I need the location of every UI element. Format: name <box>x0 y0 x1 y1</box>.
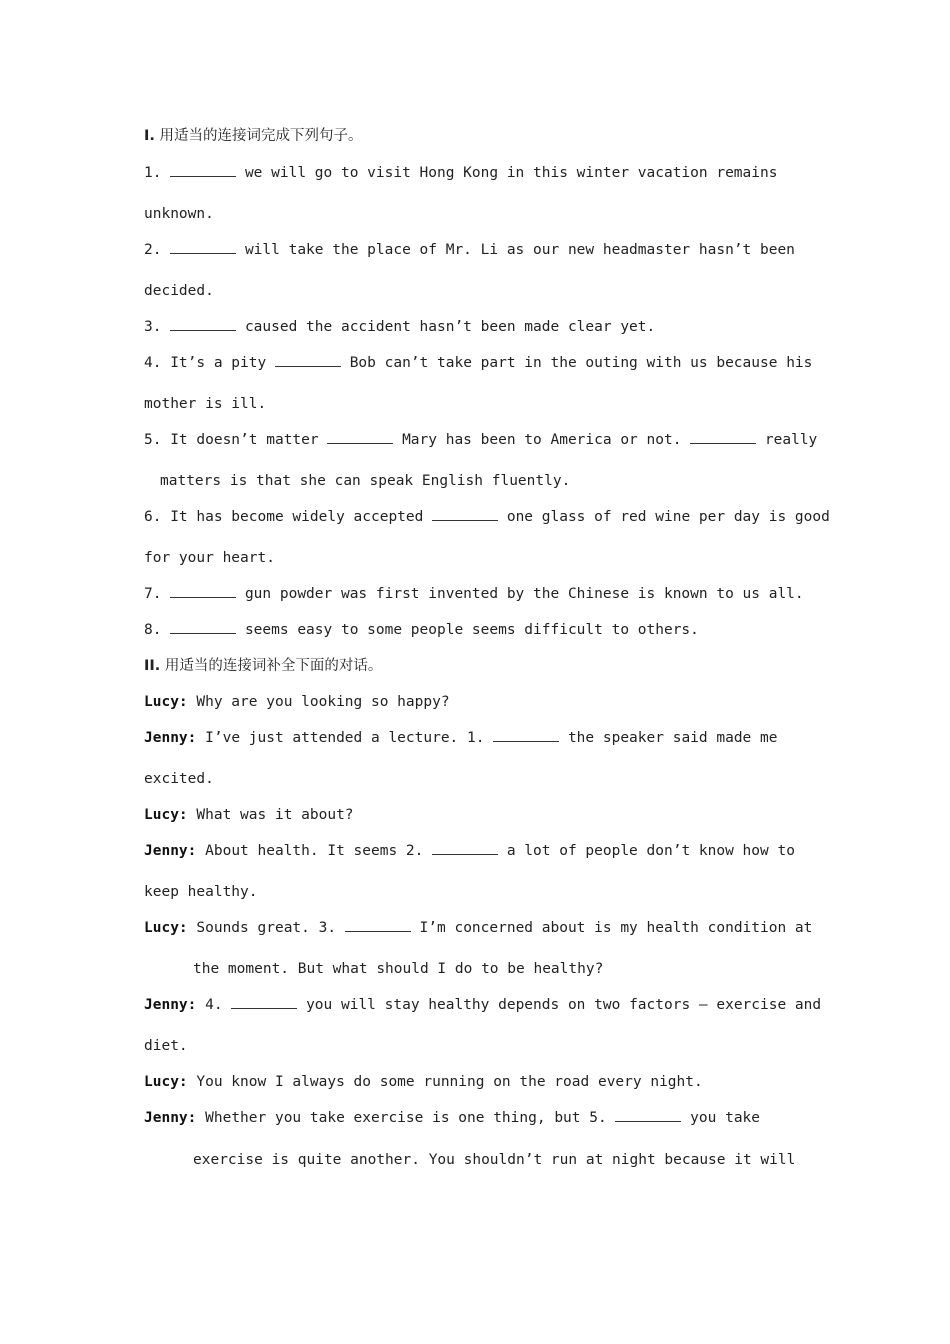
item-number: 1. <box>144 165 162 181</box>
item-number: 8. <box>144 622 162 638</box>
item-text: Bob can’t take part in the outing with us because his <box>349 355 813 371</box>
item-text: matters is that she can speak English fluently. <box>160 473 571 489</box>
item-text: caused the accident hasn’t been made clear yet. <box>244 319 656 335</box>
answer-blank[interactable] <box>170 163 236 177</box>
exercise-item-2-cont <box>144 281 214 301</box>
dialogue-line-5 <box>144 918 812 938</box>
item-text: for your heart. <box>144 550 275 566</box>
answer-blank[interactable] <box>615 1108 681 1122</box>
dialogue-line-6 <box>144 995 821 1015</box>
exercise-item-5-cont <box>160 471 570 491</box>
dialogue-line-7 <box>144 1072 703 1092</box>
item-text: It has become widely accepted <box>170 509 424 525</box>
dialogue-line-3 <box>144 805 354 825</box>
exercise-item-4 <box>144 353 812 373</box>
dialogue-line-6-cont <box>144 1036 188 1056</box>
exercise-item-8 <box>144 620 699 640</box>
exercise-item-5 <box>144 430 817 450</box>
item-text: unknown. <box>144 206 214 222</box>
item-text: It’s a pity <box>170 355 267 371</box>
exercise-item-7 <box>144 584 804 604</box>
dialogue-line-4-cont <box>144 882 258 902</box>
exercise-item-6-cont <box>144 548 275 568</box>
item-number: 7. <box>144 586 162 602</box>
answer-blank[interactable] <box>231 995 297 1009</box>
item-text: mother is ill. <box>144 396 267 412</box>
answer-blank[interactable] <box>170 584 236 598</box>
item-text: gun powder was first invented by the Chinese is known to us all. <box>244 586 804 602</box>
answer-blank[interactable] <box>493 728 559 742</box>
section-1-numeral: I. <box>144 128 155 144</box>
exercise-item-4-cont <box>144 394 266 414</box>
exercise-item-6 <box>144 507 830 527</box>
item-text: decided. <box>144 283 214 299</box>
dialogue-text: 4. <box>205 997 223 1013</box>
dialogue-text: you take <box>690 1110 761 1126</box>
section-1-heading <box>144 126 363 146</box>
dialogue-text: Whether you take exercise is one thing, but 5. <box>205 1110 607 1126</box>
dialogue-text: You know I always do some running on the road every night. <box>196 1074 703 1090</box>
answer-blank[interactable] <box>327 430 393 444</box>
dialogue-line-8-cont <box>193 1150 795 1170</box>
answer-blank[interactable] <box>170 620 236 634</box>
item-text: seems easy to some people seems difficult to others. <box>244 622 699 638</box>
dialogue-text: you will stay healthy depends on two factors — exercise and <box>306 997 822 1013</box>
speaker-name: Jenny: <box>144 997 197 1013</box>
speaker-name: Jenny: <box>144 1110 197 1126</box>
section-2-heading <box>144 656 382 676</box>
dialogue-text: excited. <box>144 771 214 787</box>
section-1-title: 用适当的连接词完成下列句子。 <box>159 128 363 144</box>
item-text: will take the place of Mr. Li as our new headmaster hasn’t been <box>244 242 795 258</box>
item-text: It doesn’t matter <box>170 432 319 448</box>
dialogue-text: the speaker said made me <box>567 730 778 746</box>
exercise-item-2 <box>144 240 795 260</box>
dialogue-line-5-cont <box>193 959 603 979</box>
item-number: 5. <box>144 432 162 448</box>
dialogue-line-2-cont <box>144 769 214 789</box>
answer-blank[interactable] <box>690 430 756 444</box>
exercise-item-3 <box>144 317 655 337</box>
exercise-item-1-cont <box>144 204 214 224</box>
answer-blank[interactable] <box>170 240 236 254</box>
item-number: 2. <box>144 242 162 258</box>
item-number: 4. <box>144 355 162 371</box>
item-text: one glass of red wine per day is good <box>506 509 830 525</box>
speaker-name: Lucy: <box>144 807 188 823</box>
section-2-numeral: II. <box>144 658 161 674</box>
speaker-name: Jenny: <box>144 843 197 859</box>
dialogue-line-8 <box>144 1108 760 1128</box>
answer-blank[interactable] <box>345 918 411 932</box>
dialogue-text: Sounds great. 3. <box>196 920 337 936</box>
dialogue-line-1 <box>144 692 450 712</box>
dialogue-line-2 <box>144 728 777 748</box>
item-text: we will go to visit Hong Kong in this winter vacation remains <box>244 165 778 181</box>
speaker-name: Jenny: <box>144 730 197 746</box>
dialogue-line-4 <box>144 841 795 861</box>
dialogue-text: Why are you looking so happy? <box>196 694 450 710</box>
dialogue-text: keep healthy. <box>144 884 258 900</box>
dialogue-text: About health. It seems 2. <box>205 843 424 859</box>
dialogue-text: I’m concerned about is my health condition at <box>419 920 813 936</box>
speaker-name: Lucy: <box>144 920 188 936</box>
answer-blank[interactable] <box>432 841 498 855</box>
section-2-title: 用适当的连接词补全下面的对话。 <box>164 658 383 674</box>
item-number: 3. <box>144 319 162 335</box>
exercise-item-1 <box>144 163 777 183</box>
dialogue-text: I’ve just attended a lecture. 1. <box>205 730 485 746</box>
dialogue-text: a lot of people don’t know how to <box>506 843 795 859</box>
dialogue-text: the moment. But what should I do to be healthy? <box>193 961 604 977</box>
speaker-name: Lucy: <box>144 694 188 710</box>
dialogue-text: What was it about? <box>196 807 354 823</box>
item-text: Mary has been to America or not. <box>402 432 682 448</box>
item-number: 6. <box>144 509 162 525</box>
speaker-name: Lucy: <box>144 1074 188 1090</box>
item-text: really <box>764 432 818 448</box>
dialogue-text: diet. <box>144 1038 188 1054</box>
dialogue-text: exercise is quite another. You shouldn’t run at night because it will <box>193 1152 796 1168</box>
answer-blank[interactable] <box>432 507 498 521</box>
answer-blank[interactable] <box>170 317 236 331</box>
answer-blank[interactable] <box>275 353 341 367</box>
